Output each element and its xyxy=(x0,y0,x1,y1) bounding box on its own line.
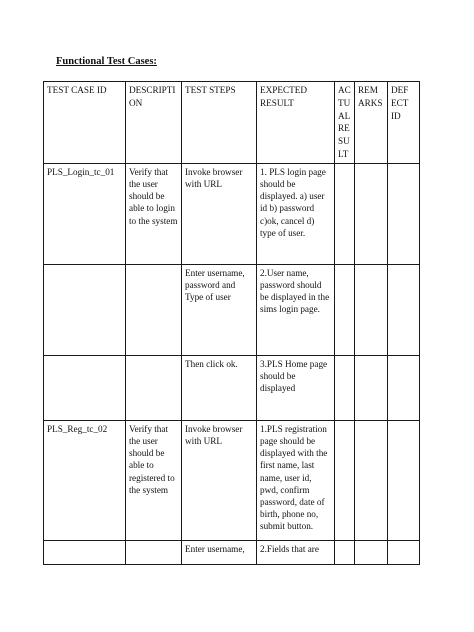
header-expected-result xyxy=(257,82,335,164)
cell-actual-result xyxy=(335,420,355,540)
cell-test-steps: Enter username, password and Type of user xyxy=(182,264,257,355)
cell-defect-id xyxy=(388,264,420,355)
cell-test-steps: Invoke browser with URL xyxy=(182,420,257,540)
cell-description: Verify that the user should be able to registered to the system xyxy=(126,420,182,540)
cell-expected-result: 2.Fields that are xyxy=(257,540,335,564)
cell-test-case-id xyxy=(44,355,126,420)
header-test-steps xyxy=(182,82,257,164)
header-test-steps-label: TEST STEPS xyxy=(185,85,236,95)
cell-description: Verify that the user should be able to login to the system xyxy=(126,163,182,264)
cell-expected-result: 1. PLS login page should be displayed. a) user id b) password c)ok, cancel d) type of user. xyxy=(257,163,335,264)
cell-test-steps: Invoke browser with URL xyxy=(182,163,257,264)
table-row xyxy=(44,355,420,420)
cell-description xyxy=(126,540,182,564)
cell-expected-result: 3.PLS Home page should be displayed xyxy=(257,355,335,420)
header-test-case-id-label: TEST CASE ID xyxy=(47,85,107,95)
cell-expected-result: 1.PLS registration page should be displayed with the first name, last name, user id, pwd, confirm password, date of birth, phone no, submit button. xyxy=(257,420,335,540)
cell-remarks xyxy=(355,420,388,540)
page-heading: Functional Test Cases: xyxy=(56,56,157,67)
table-row xyxy=(44,264,420,355)
cell-defect-id xyxy=(388,355,420,420)
header-defect-line-2: ECT xyxy=(391,97,409,108)
header-row xyxy=(44,82,420,164)
cell-defect-id xyxy=(388,540,420,564)
cell-remarks xyxy=(355,540,388,564)
header-expected-line-1: EXPECTED xyxy=(260,85,307,95)
header-actual-line: TU xyxy=(338,97,351,108)
cell-test-case-id xyxy=(44,264,126,355)
cell-test-steps: Enter username, xyxy=(182,540,257,564)
cell-description xyxy=(126,355,182,420)
cell-actual-result xyxy=(335,355,355,420)
cell-actual-result xyxy=(335,163,355,264)
header-defect-id xyxy=(388,82,420,164)
header-description-line-1: DESCRIPTI xyxy=(129,85,176,95)
header-expected-line-2: RESULT xyxy=(260,97,294,108)
table-row xyxy=(44,540,420,564)
header-actual-line: SU xyxy=(338,136,350,147)
header-description-line-2: ON xyxy=(129,97,143,108)
header-defect-line-3: ID xyxy=(391,110,401,121)
cell-expected-result: 2.User name, password should be displayed in the sims login page. xyxy=(257,264,335,355)
cell-test-steps: Then click ok. xyxy=(182,355,257,420)
cell-remarks xyxy=(355,355,388,420)
header-actual-line: AL xyxy=(338,110,351,121)
cell-test-case-id: PLS_Login_tc_01 xyxy=(44,163,126,264)
header-actual-result xyxy=(335,82,355,164)
header-remarks xyxy=(355,82,388,164)
table-row xyxy=(44,163,420,264)
header-remarks-line-1: REM xyxy=(358,85,378,95)
cell-actual-result xyxy=(335,264,355,355)
header-actual-line: RE xyxy=(338,123,350,134)
cell-description xyxy=(126,264,182,355)
cell-test-case-id xyxy=(44,540,126,564)
cell-test-case-id: PLS_Reg_tc_02 xyxy=(44,420,126,540)
cell-remarks xyxy=(355,163,388,264)
header-defect-line-1: DEF xyxy=(391,85,409,95)
header-description xyxy=(126,82,182,164)
header-remarks-line-2: ARKS xyxy=(358,97,383,108)
header-test-case-id xyxy=(44,82,126,164)
cell-remarks xyxy=(355,264,388,355)
cell-defect-id xyxy=(388,420,420,540)
cell-defect-id xyxy=(388,163,420,264)
header-actual-line: AC xyxy=(338,85,351,95)
cell-actual-result xyxy=(335,540,355,564)
test-case-table xyxy=(43,81,420,565)
header-actual-line: LT xyxy=(338,148,349,159)
table-row xyxy=(44,420,420,540)
